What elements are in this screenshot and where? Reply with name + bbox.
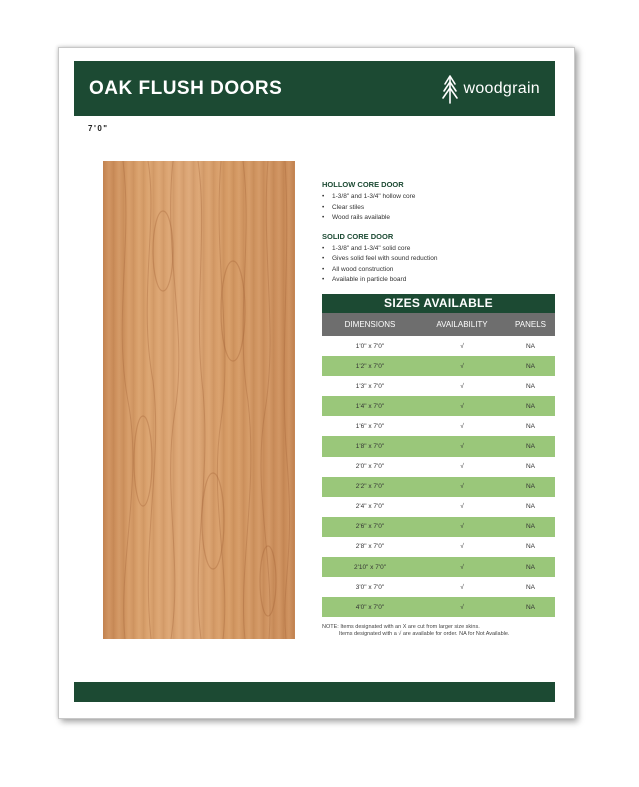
panels-cell: NA [525,342,536,350]
note-line-1: NOTE: Items designated with an X are cut from larger size skins. [322,624,480,630]
panels-cell: NA [525,523,536,531]
availability-cell: √ [460,523,464,531]
availability-cell: √ [460,603,464,611]
brand-logo [442,73,540,105]
panels-cell: NA [525,422,536,430]
table-row [322,457,555,477]
table-row [322,376,555,396]
dimension-cell: 2'2" x 7'0" [355,483,385,491]
column-header-availability: AVAILABILITY [436,320,488,329]
table-row [322,577,555,597]
table-row [322,477,555,497]
dimension-cell: 1'0" x 7'0" [355,342,385,350]
list-item: • Clear stiles [322,203,557,214]
table-note [322,624,557,638]
panels-cell: NA [525,503,536,511]
list-item: • 1-3/8" and 1-3/4" solid core [322,244,557,255]
table-row [322,517,555,537]
table-row [322,597,555,617]
availability-cell: √ [460,503,464,511]
table-row [322,396,555,416]
list-item: • Gives solid feel with sound reduction [322,254,557,265]
list-item: • 1-3/8" and 1-3/4" hollow core [322,192,557,203]
list-item: • Available in particle board [322,275,557,286]
list-item: • All wood construction [322,265,557,276]
sizes-table-title: SIZES AVAILABLE [322,294,555,313]
availability-cell: √ [460,362,464,370]
dimension-cell: 1'3" x 7'0" [355,382,385,390]
panels-cell: NA [525,382,536,390]
table-row [322,537,555,557]
table-row [322,336,555,356]
availability-cell: √ [460,583,464,591]
table-row [322,497,555,517]
hollow-core-heading: HOLLOW CORE DOOR [322,180,404,189]
hollow-core-list [322,192,557,224]
note-line-2: Items designated with a √ are available for order. NA for Not Available. [339,631,510,637]
brand-name: woodgrain [463,80,540,97]
door-height-label: 7'0" [88,124,109,133]
panels-cell: NA [525,543,536,551]
page-title: OAK FLUSH DOORS [89,78,283,99]
dimension-cell: 2'4" x 7'0" [355,503,385,511]
dimension-cell: 2'10" x 7'0" [353,563,387,571]
dimension-cell: 1'8" x 7'0" [355,443,385,451]
panels-cell: NA [525,583,536,591]
availability-cell: √ [460,342,464,350]
list-item: • Wood rails available [322,213,557,224]
table-row [322,356,555,376]
dimension-cell: 2'8" x 7'0" [355,543,385,551]
sizes-table-body [322,336,555,617]
sizes-table [322,294,555,617]
panels-cell: NA [525,402,536,410]
table-row [322,557,555,577]
dimension-cell: 2'0" x 7'0" [355,463,385,471]
panels-cell: NA [525,483,536,491]
availability-cell: √ [460,402,464,410]
availability-cell: √ [460,483,464,491]
availability-cell: √ [460,563,464,571]
availability-cell: √ [460,422,464,430]
dimension-cell: 1'2" x 7'0" [355,362,385,370]
column-header-dimensions: DIMENSIONS [344,320,396,329]
dimension-cell: 2'6" x 7'0" [355,523,385,531]
dimension-cell: 1'4" x 7'0" [355,402,385,410]
table-row [322,436,555,456]
dimension-cell: 4'0" x 7'0" [355,603,385,611]
woodgrain-tree-logo-icon [442,74,458,104]
availability-cell: √ [460,382,464,390]
column-header-panels: PANELS [515,320,546,329]
solid-core-heading: SOLID CORE DOOR [322,231,394,241]
panels-cell: NA [525,563,536,571]
panels-cell: NA [525,443,536,451]
availability-cell: √ [460,543,464,551]
oak-door-image [103,161,295,639]
panels-cell: NA [525,603,536,611]
dimension-cell: 3'0" x 7'0" [355,583,385,591]
table-row [322,416,555,436]
sizes-table-header [322,313,555,336]
footer-bar [74,682,555,702]
availability-cell: √ [460,463,464,471]
wood-grain-pattern [103,161,295,639]
panels-cell: NA [525,463,536,471]
panels-cell: NA [525,362,536,370]
availability-cell: √ [460,443,464,451]
spec-sheet [58,47,575,719]
dimension-cell: 1'6" x 7'0" [355,422,385,430]
solid-core-list [322,244,557,286]
door-specs [322,180,557,294]
header-bar [74,61,555,116]
